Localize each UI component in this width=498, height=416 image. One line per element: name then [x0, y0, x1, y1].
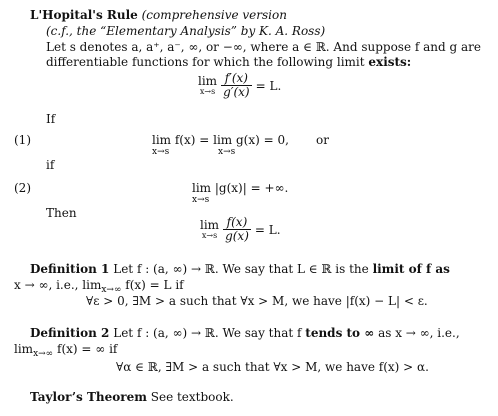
def1-formula: ∀ε > 0, ∃M > a such that ∀x > M, we have |f(x) − L| < ε.: [86, 294, 428, 308]
case2-sub: x→s: [192, 195, 210, 205]
def2-label: Definition 2: [30, 326, 110, 340]
title-attribution: (c.f., the “Elementary Analysis” by K. A. Ross): [46, 24, 326, 38]
def1-line-2: [14, 278, 184, 295]
conclusion-numerator: f(x): [223, 216, 251, 230]
def1-text2b: f(x) = L if: [125, 278, 184, 292]
def2-formula: ∀α ∈ ℝ, ∃M > a such that ∀x > M, we have f(x) > α.: [116, 360, 429, 374]
def2-text2b: f(x) = ∞ if: [57, 342, 118, 356]
taylor-text: See textbook.: [150, 390, 234, 404]
def2-line-2: [14, 342, 117, 359]
taylor-line: [30, 390, 234, 404]
main-lim: [198, 73, 218, 96]
def1-line-1: [30, 262, 450, 276]
conclusion-lim-sub: x→s: [201, 230, 218, 240]
if-label-2: if: [46, 158, 55, 172]
intro-bold: exists:: [368, 55, 412, 69]
case1-sub2: x→s: [218, 147, 236, 157]
def2-text2: lim: [14, 342, 34, 356]
title-subtitle: (comprehensive version: [141, 8, 287, 22]
def2-bold1: tends to ∞: [305, 326, 375, 340]
taylor-label: Taylor’s Theorem: [30, 390, 147, 404]
case1-expr: lim f(x) = lim g(x) = 0,: [152, 133, 289, 147]
def2-text1: Let f : (a, ∞) → ℝ. We say that f: [113, 326, 302, 340]
main-rhs: = L.: [255, 78, 282, 93]
def1-text2: x → ∞, i.e., lim: [14, 278, 102, 292]
conclusion-lim-word: lim: [200, 217, 220, 232]
def2-line-1: [30, 326, 460, 340]
if-label: If: [46, 112, 56, 126]
case1-formula: [152, 133, 289, 147]
def2-sub2: x→∞: [33, 349, 54, 359]
def2-text1b: as x → ∞, i.e.,: [378, 326, 460, 340]
main-lim-sub: x→s: [199, 86, 216, 96]
def1-bold1: limit of f as: [372, 262, 450, 276]
main-limit-formula: [198, 72, 281, 99]
case2-number: (2): [14, 181, 31, 195]
def1-text1: Let f : (a, ∞) → ℝ. We say that L ∈ ℝ is the: [113, 262, 369, 276]
title-heading: L'Hopital's Rule: [30, 8, 138, 22]
conclusion-lim: [200, 217, 220, 240]
def1-label: Definition 1: [30, 262, 110, 276]
intro-line-1: Let s denotes a, a⁺, a⁻, ∞, or −∞, where a ∈ ℝ. And suppose f and g are: [46, 40, 481, 54]
main-numerator: f′(x): [221, 72, 252, 86]
conclusion-rhs: = L.: [254, 222, 281, 237]
conclusion-fraction: [223, 216, 251, 243]
case2-expr: lim |g(x)| = +∞.: [192, 181, 289, 195]
def1-sub2: x→∞: [101, 285, 122, 295]
title-line: [30, 8, 287, 22]
main-denominator: g′(x): [223, 85, 250, 99]
conclusion-formula: [200, 216, 281, 243]
then-label: Then: [46, 206, 77, 220]
case1-or: or: [316, 133, 329, 147]
intro-text: differentiable functions for which the following limit: [46, 55, 365, 69]
case1-sub1: x→s: [152, 147, 170, 157]
main-lim-word: lim: [198, 73, 218, 88]
intro-line-2: [46, 55, 411, 69]
case1-number: (1): [14, 133, 31, 147]
main-fraction: [221, 72, 252, 99]
conclusion-denominator: g(x): [225, 229, 249, 243]
